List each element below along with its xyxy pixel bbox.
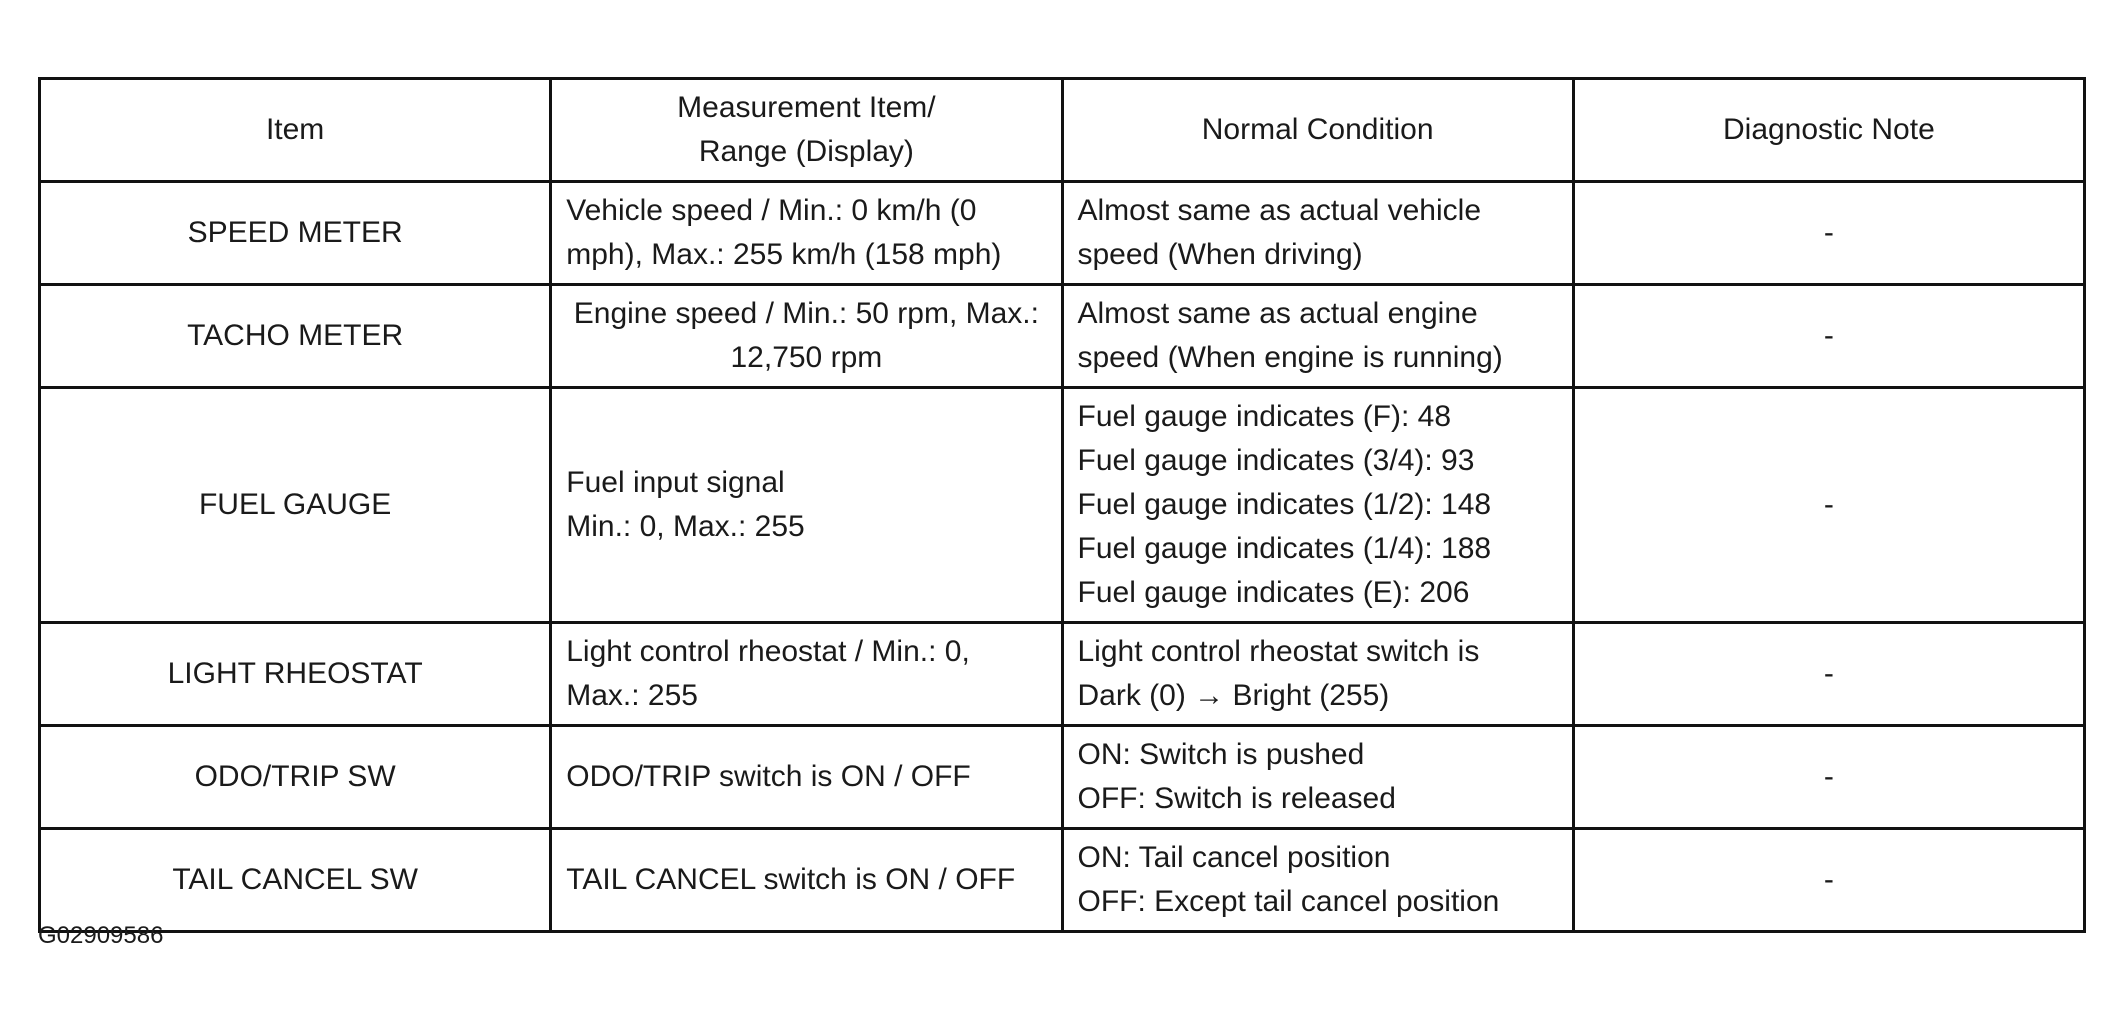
diagnostic-note-cell: - bbox=[1573, 829, 2084, 932]
header-range-line: Measurement Item/ bbox=[677, 91, 936, 124]
normal-condition-line: Light control rheostat switch is bbox=[1077, 635, 1480, 668]
range-line: mph), Max.: 255 km/h (158 mph) bbox=[566, 238, 1002, 271]
normal-condition-line: Almost same as actual vehicle bbox=[1077, 194, 1482, 227]
table-row bbox=[40, 726, 2085, 829]
table-row bbox=[40, 285, 2085, 388]
diagnostic-note-cell: - bbox=[1573, 285, 2084, 388]
diagnostic-note-cell: - bbox=[1573, 726, 2084, 829]
header-range bbox=[551, 79, 1062, 182]
normal-condition-line: OFF: Switch is released bbox=[1077, 782, 1396, 815]
range-line: 12,750 rpm bbox=[730, 341, 883, 374]
normal-condition-line: ON: Switch is pushed bbox=[1077, 738, 1365, 771]
range-line: Min.: 0, Max.: 255 bbox=[566, 510, 805, 543]
range-line: ODO/TRIP switch is ON / OFF bbox=[566, 760, 971, 793]
header-item: Item bbox=[40, 79, 551, 182]
header-normal-condition: Normal Condition bbox=[1062, 79, 1573, 182]
range-cell bbox=[551, 829, 1062, 932]
range-cell bbox=[551, 623, 1062, 726]
item-cell: SPEED METER bbox=[40, 182, 551, 285]
normal-condition-line: Dark (0) → Bright (255) bbox=[1077, 679, 1390, 712]
normal-condition-cell bbox=[1062, 388, 1573, 623]
header-diagnostic-note: Diagnostic Note bbox=[1573, 79, 2084, 182]
diagnostic-note-cell: - bbox=[1573, 388, 2084, 623]
item-cell: FUEL GAUGE bbox=[40, 388, 551, 623]
normal-condition-line: Fuel gauge indicates (1/2): 148 bbox=[1077, 488, 1492, 521]
range-line: Engine speed / Min.: 50 rpm, Max.: bbox=[573, 297, 1039, 330]
range-line: TAIL CANCEL switch is ON / OFF bbox=[566, 863, 1016, 896]
range-cell bbox=[551, 388, 1062, 623]
table-row bbox=[40, 182, 2085, 285]
table-row bbox=[40, 623, 2085, 726]
table-row bbox=[40, 829, 2085, 932]
normal-condition-line: speed (When engine is running) bbox=[1077, 341, 1503, 374]
normal-condition-cell bbox=[1062, 285, 1573, 388]
range-line: Fuel input signal bbox=[566, 466, 785, 499]
diagnostic-note-cell: - bbox=[1573, 623, 2084, 726]
table-row bbox=[40, 388, 2085, 623]
normal-condition-cell bbox=[1062, 829, 1573, 932]
header-range-line: Range (Display) bbox=[698, 135, 914, 168]
normal-condition-line: ON: Tail cancel position bbox=[1077, 841, 1391, 874]
normal-condition-cell bbox=[1062, 182, 1573, 285]
normal-condition-line: OFF: Except tail cancel position bbox=[1077, 885, 1500, 918]
diagnostic-note-cell: - bbox=[1573, 182, 2084, 285]
normal-condition-line: Fuel gauge indicates (F): 48 bbox=[1077, 400, 1452, 433]
range-cell bbox=[551, 726, 1062, 829]
normal-condition-cell bbox=[1062, 623, 1573, 726]
range-cell bbox=[551, 182, 1062, 285]
normal-condition-line: Fuel gauge indicates (E): 206 bbox=[1077, 576, 1470, 609]
item-cell: TACHO METER bbox=[40, 285, 551, 388]
normal-condition-line: speed (When driving) bbox=[1077, 238, 1363, 271]
item-cell: TAIL CANCEL SW bbox=[40, 829, 551, 932]
figure-id: G02909586 bbox=[38, 922, 164, 949]
normal-condition-line: Fuel gauge indicates (1/4): 188 bbox=[1077, 532, 1492, 565]
range-cell bbox=[551, 285, 1062, 388]
range-line: Vehicle speed / Min.: 0 km/h (0 bbox=[566, 194, 977, 227]
item-cell: LIGHT RHEOSTAT bbox=[40, 623, 551, 726]
range-line: Light control rheostat / Min.: 0, bbox=[566, 635, 970, 668]
item-cell: ODO/TRIP SW bbox=[40, 726, 551, 829]
data-list-table bbox=[38, 77, 2086, 933]
normal-condition-line: Fuel gauge indicates (3/4): 93 bbox=[1077, 444, 1475, 477]
header-row bbox=[40, 79, 2085, 182]
normal-condition-line: Almost same as actual engine bbox=[1077, 297, 1478, 330]
normal-condition-cell bbox=[1062, 726, 1573, 829]
range-line: Max.: 255 bbox=[566, 679, 698, 712]
